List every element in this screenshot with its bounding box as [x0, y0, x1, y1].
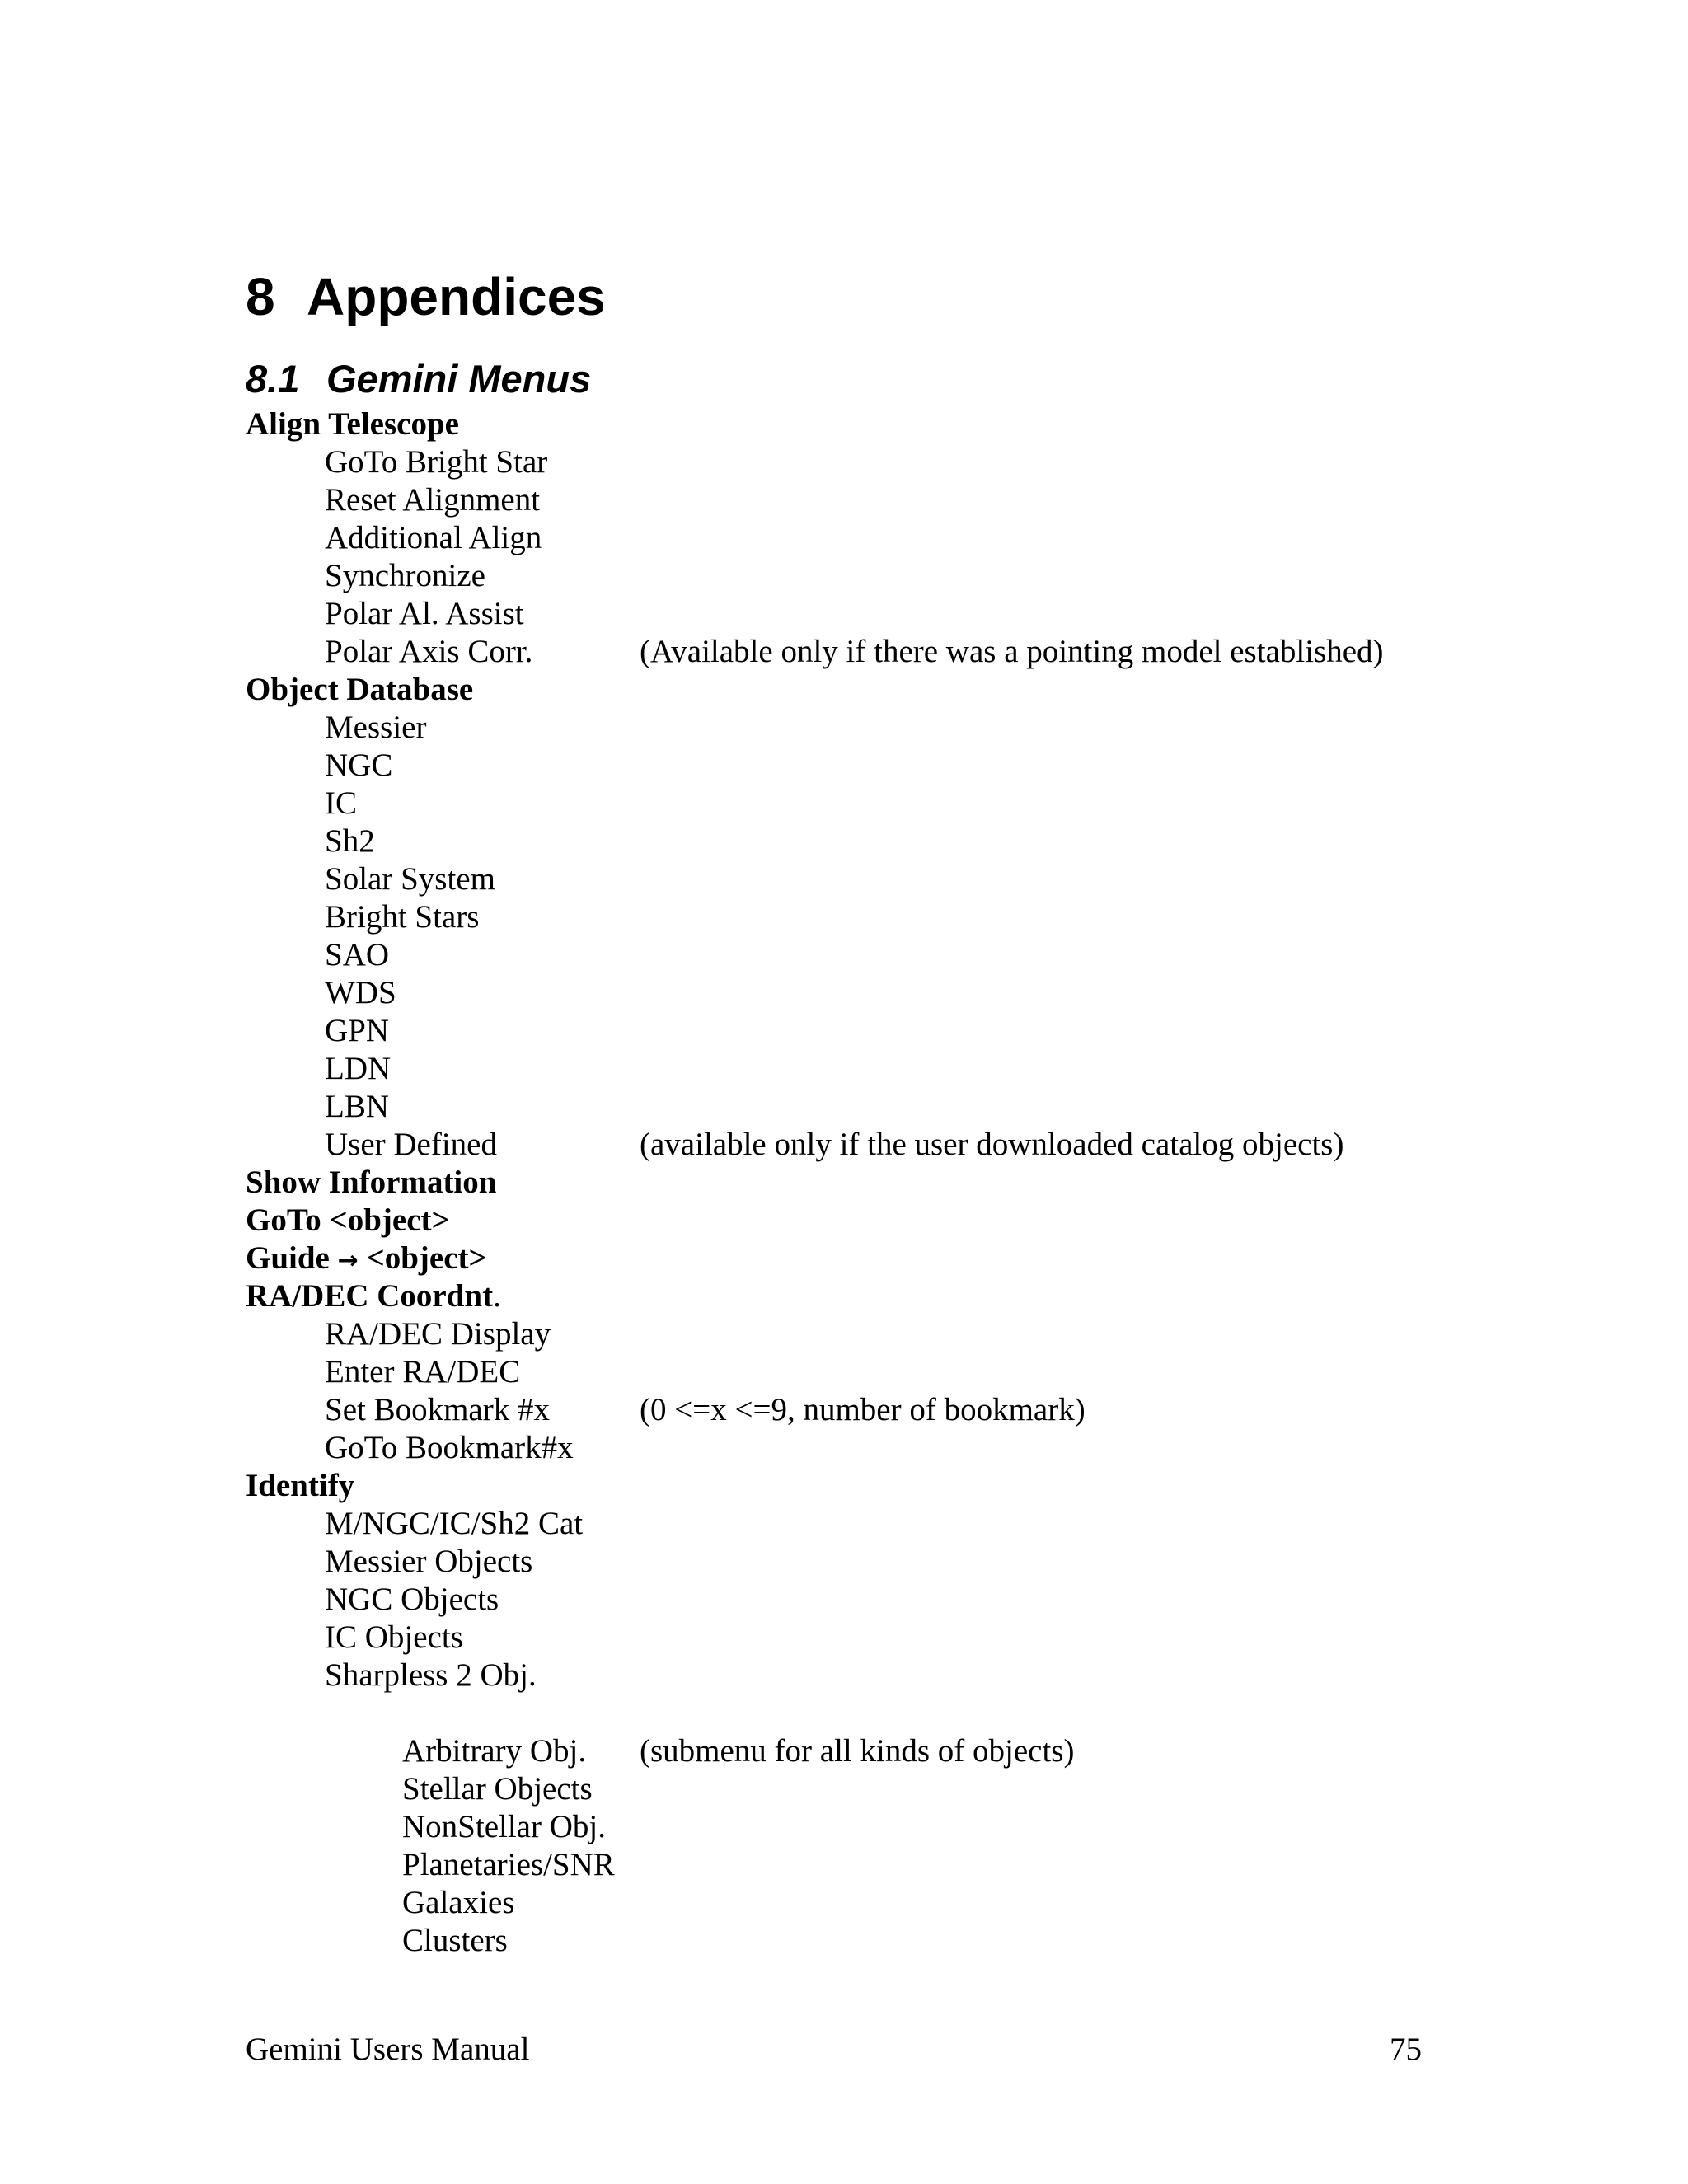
menu-label: Identify [246, 1468, 355, 1503]
sub-list-item: Planetaries/SNR [402, 1847, 615, 1882]
menu-label: Guide → <object> [246, 1240, 487, 1276]
list-item: Solar System [325, 861, 495, 897]
menu-listing [246, 405, 1449, 1960]
list-item: Messier Objects [325, 1544, 533, 1579]
menu-label: Align Telescope [246, 406, 459, 442]
sub-list-item: Galaxies [402, 1885, 515, 1920]
list-item: Polar Al. Assist [325, 596, 524, 631]
menu-label: Show Information [246, 1165, 497, 1200]
menu-guide-object [246, 1240, 1449, 1277]
list-item: GPN [325, 1013, 390, 1048]
subsection-title: Gemini Menus [326, 357, 592, 401]
list-item: Enter RA/DEC [325, 1354, 521, 1390]
list-item: Set Bookmark #x (0 <=x <=9, number of bookmark) [325, 1392, 1085, 1427]
sub-list-item: Stellar Objects [402, 1771, 593, 1807]
section-heading [246, 262, 606, 331]
section-title: Appendices [307, 267, 606, 326]
list-item: NGC [325, 748, 393, 783]
menu-radec-coordnt [246, 1277, 1449, 1315]
list-item: IC [325, 785, 357, 821]
list-item: Additional Align [325, 520, 542, 555]
list-item: RA/DEC Display [325, 1316, 551, 1352]
list-item: GoTo Bookmark#x [325, 1430, 574, 1465]
item-note: (Available only if there was a pointing model established) [640, 634, 1384, 669]
item-note: (0 <=x <=9, number of bookmark) [640, 1392, 1085, 1427]
list-item: LBN [325, 1089, 389, 1124]
menu-identify [246, 1467, 1449, 1505]
list-item: GoTo Bright Star [325, 444, 548, 480]
sub-list-item: Clusters [402, 1923, 508, 1958]
list-item: User Defined (available only if the user downloaded catalog objects) [325, 1127, 1344, 1162]
footer-title: Gemini Users Manual [246, 2032, 530, 2067]
list-item: SAO [325, 937, 390, 972]
menu-object-database [246, 671, 1449, 709]
menu-label: RA/DEC Coordnt. [246, 1278, 501, 1314]
sub-list-item: Arbitrary Obj. (submenu for all kinds of objects) [402, 1733, 1075, 1769]
list-item: LDN [325, 1051, 392, 1086]
list-item: Polar Axis Corr. (Available only if there was a pointing model established) [325, 634, 1384, 669]
list-item: Synchronize [325, 558, 485, 593]
menu-goto-object [246, 1202, 1449, 1240]
list-item: NGC Objects [325, 1582, 499, 1617]
item-note: (available only if the user downloaded catalog objects) [640, 1127, 1344, 1162]
sub-list-item: NonStellar Obj. [402, 1809, 606, 1844]
spacer [246, 1694, 1449, 1732]
list-item: Reset Alignment [325, 482, 541, 518]
menu-align-telescope [246, 405, 1449, 443]
list-item: M/NGC/IC/Sh2 Cat [325, 1506, 584, 1541]
list-item: Sh2 [325, 823, 375, 859]
list-item: Sharpless 2 Obj. [325, 1657, 537, 1693]
page-number: 75 [1390, 2032, 1422, 2067]
menu-label: Object Database [246, 672, 474, 707]
menu-show-information [246, 1164, 1449, 1202]
list-item: Messier [325, 710, 427, 745]
list-item: IC Objects [325, 1619, 463, 1655]
subsection-number: 8.1 [246, 357, 300, 401]
list-item: Bright Stars [325, 899, 480, 935]
list-item: WDS [325, 975, 396, 1010]
subsection-heading [246, 353, 591, 405]
menu-label: GoTo <object> [246, 1202, 450, 1238]
arrow-right-icon: → [337, 1246, 359, 1275]
section-number: 8 [246, 267, 275, 326]
item-note: (submenu for all kinds of objects) [640, 1733, 1075, 1769]
